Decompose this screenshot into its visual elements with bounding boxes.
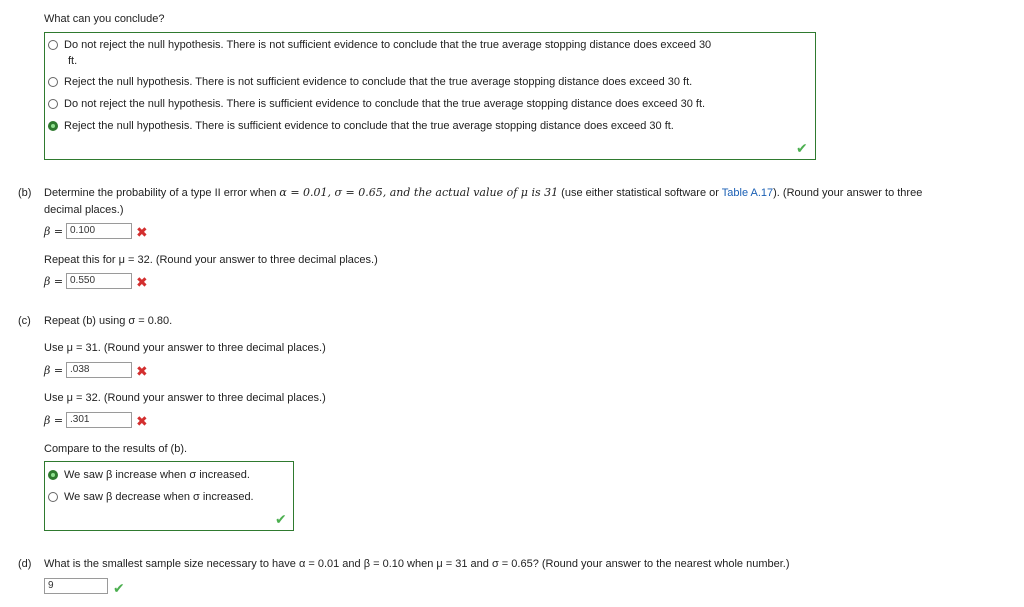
- conclude-option-4[interactable]: Reject the null hypothesis. There is sufficient evidence to conclude that the true average stopping distance does exceed 30 ft.: [64, 120, 674, 132]
- part-b-repeat-prompt: Repeat this for μ = 32. (Round your answer to three decimal places.): [44, 254, 378, 266]
- part-c-use2: Use μ = 32. (Round your answer to three decimal places.): [44, 392, 326, 404]
- conclude-question: What can you conclude?: [44, 13, 165, 25]
- compare-radio-1[interactable]: [48, 470, 58, 480]
- part-b-text-after: ). (Round your answer to three: [773, 187, 923, 199]
- part-d-correct-icon: ✔: [113, 580, 125, 596]
- conclude-correct-icon: ✔: [796, 140, 808, 156]
- conclude-radio-1[interactable]: [48, 40, 58, 50]
- incorrect-icon-b2: ✖: [136, 274, 148, 290]
- beta-input-c1[interactable]: .038: [66, 362, 132, 378]
- part-b-text-mid: (use either statistical software or: [558, 187, 722, 199]
- part-b-prompt: [44, 186, 922, 200]
- conclude-option-1-line1[interactable]: Do not reject the null hypothesis. There is not sufficient evidence to conclude that the true average stopping distance does exceed 30: [64, 39, 712, 51]
- sample-size-input[interactable]: 9: [44, 578, 108, 594]
- conclude-option-2[interactable]: Reject the null hypothesis. There is not sufficient evidence to conclude that the true average stopping distance does exceed 30 ft.: [64, 76, 693, 88]
- beta-label-b2: β =: [44, 275, 64, 288]
- incorrect-icon-c2: ✖: [136, 413, 148, 429]
- compare-radio-2[interactable]: [48, 492, 58, 502]
- part-b-prompt-line2: decimal places.): [44, 204, 124, 216]
- conclude-radio-2[interactable]: [48, 77, 58, 87]
- beta-input-b1[interactable]: 0.100: [66, 223, 132, 239]
- beta-input-c2[interactable]: .301: [66, 412, 132, 428]
- beta-label-c1: β =: [44, 364, 64, 377]
- table-a17-link[interactable]: Table A.17: [721, 187, 774, 199]
- compare-option-2[interactable]: We saw β decrease when σ increased.: [64, 491, 254, 503]
- part-d-prompt: What is the smallest sample size necessary to have α = 0.01 and β = 0.10 when μ = 31 and σ = 0.65? (Round your answer to the nearest whole number.): [44, 558, 790, 570]
- beta-input-b2[interactable]: 0.550: [66, 273, 132, 289]
- beta-label-c2: β =: [44, 414, 64, 427]
- beta-label-b1: β =: [44, 225, 64, 238]
- part-b-text-before: Determine the probability of a type II error when: [44, 187, 280, 199]
- incorrect-icon-c1: ✖: [136, 363, 148, 379]
- part-c-prompt: Repeat (b) using σ = 0.80.: [44, 315, 173, 327]
- conclude-radio-4[interactable]: [48, 121, 58, 131]
- compare-correct-icon: ✔: [275, 511, 287, 527]
- conclude-option-3[interactable]: Do not reject the null hypothesis. There is sufficient evidence to conclude that the true average stopping distance does exceed 30 ft.: [64, 98, 706, 110]
- conclude-radio-3[interactable]: [48, 99, 58, 109]
- part-d-label: (d): [18, 558, 32, 570]
- part-b-params: α = 0.01, σ = 0.65, and the actual value of μ is 31: [279, 186, 559, 199]
- incorrect-icon-b1: ✖: [136, 224, 148, 240]
- conclude-option-1-line2: ft.: [68, 55, 78, 67]
- part-c-compare: Compare to the results of (b).: [44, 443, 188, 455]
- part-c-label: (c): [18, 315, 31, 327]
- part-c-use1: Use μ = 31. (Round your answer to three decimal places.): [44, 342, 326, 354]
- part-b-label: (b): [18, 187, 32, 199]
- compare-option-1[interactable]: We saw β increase when σ increased.: [64, 469, 250, 481]
